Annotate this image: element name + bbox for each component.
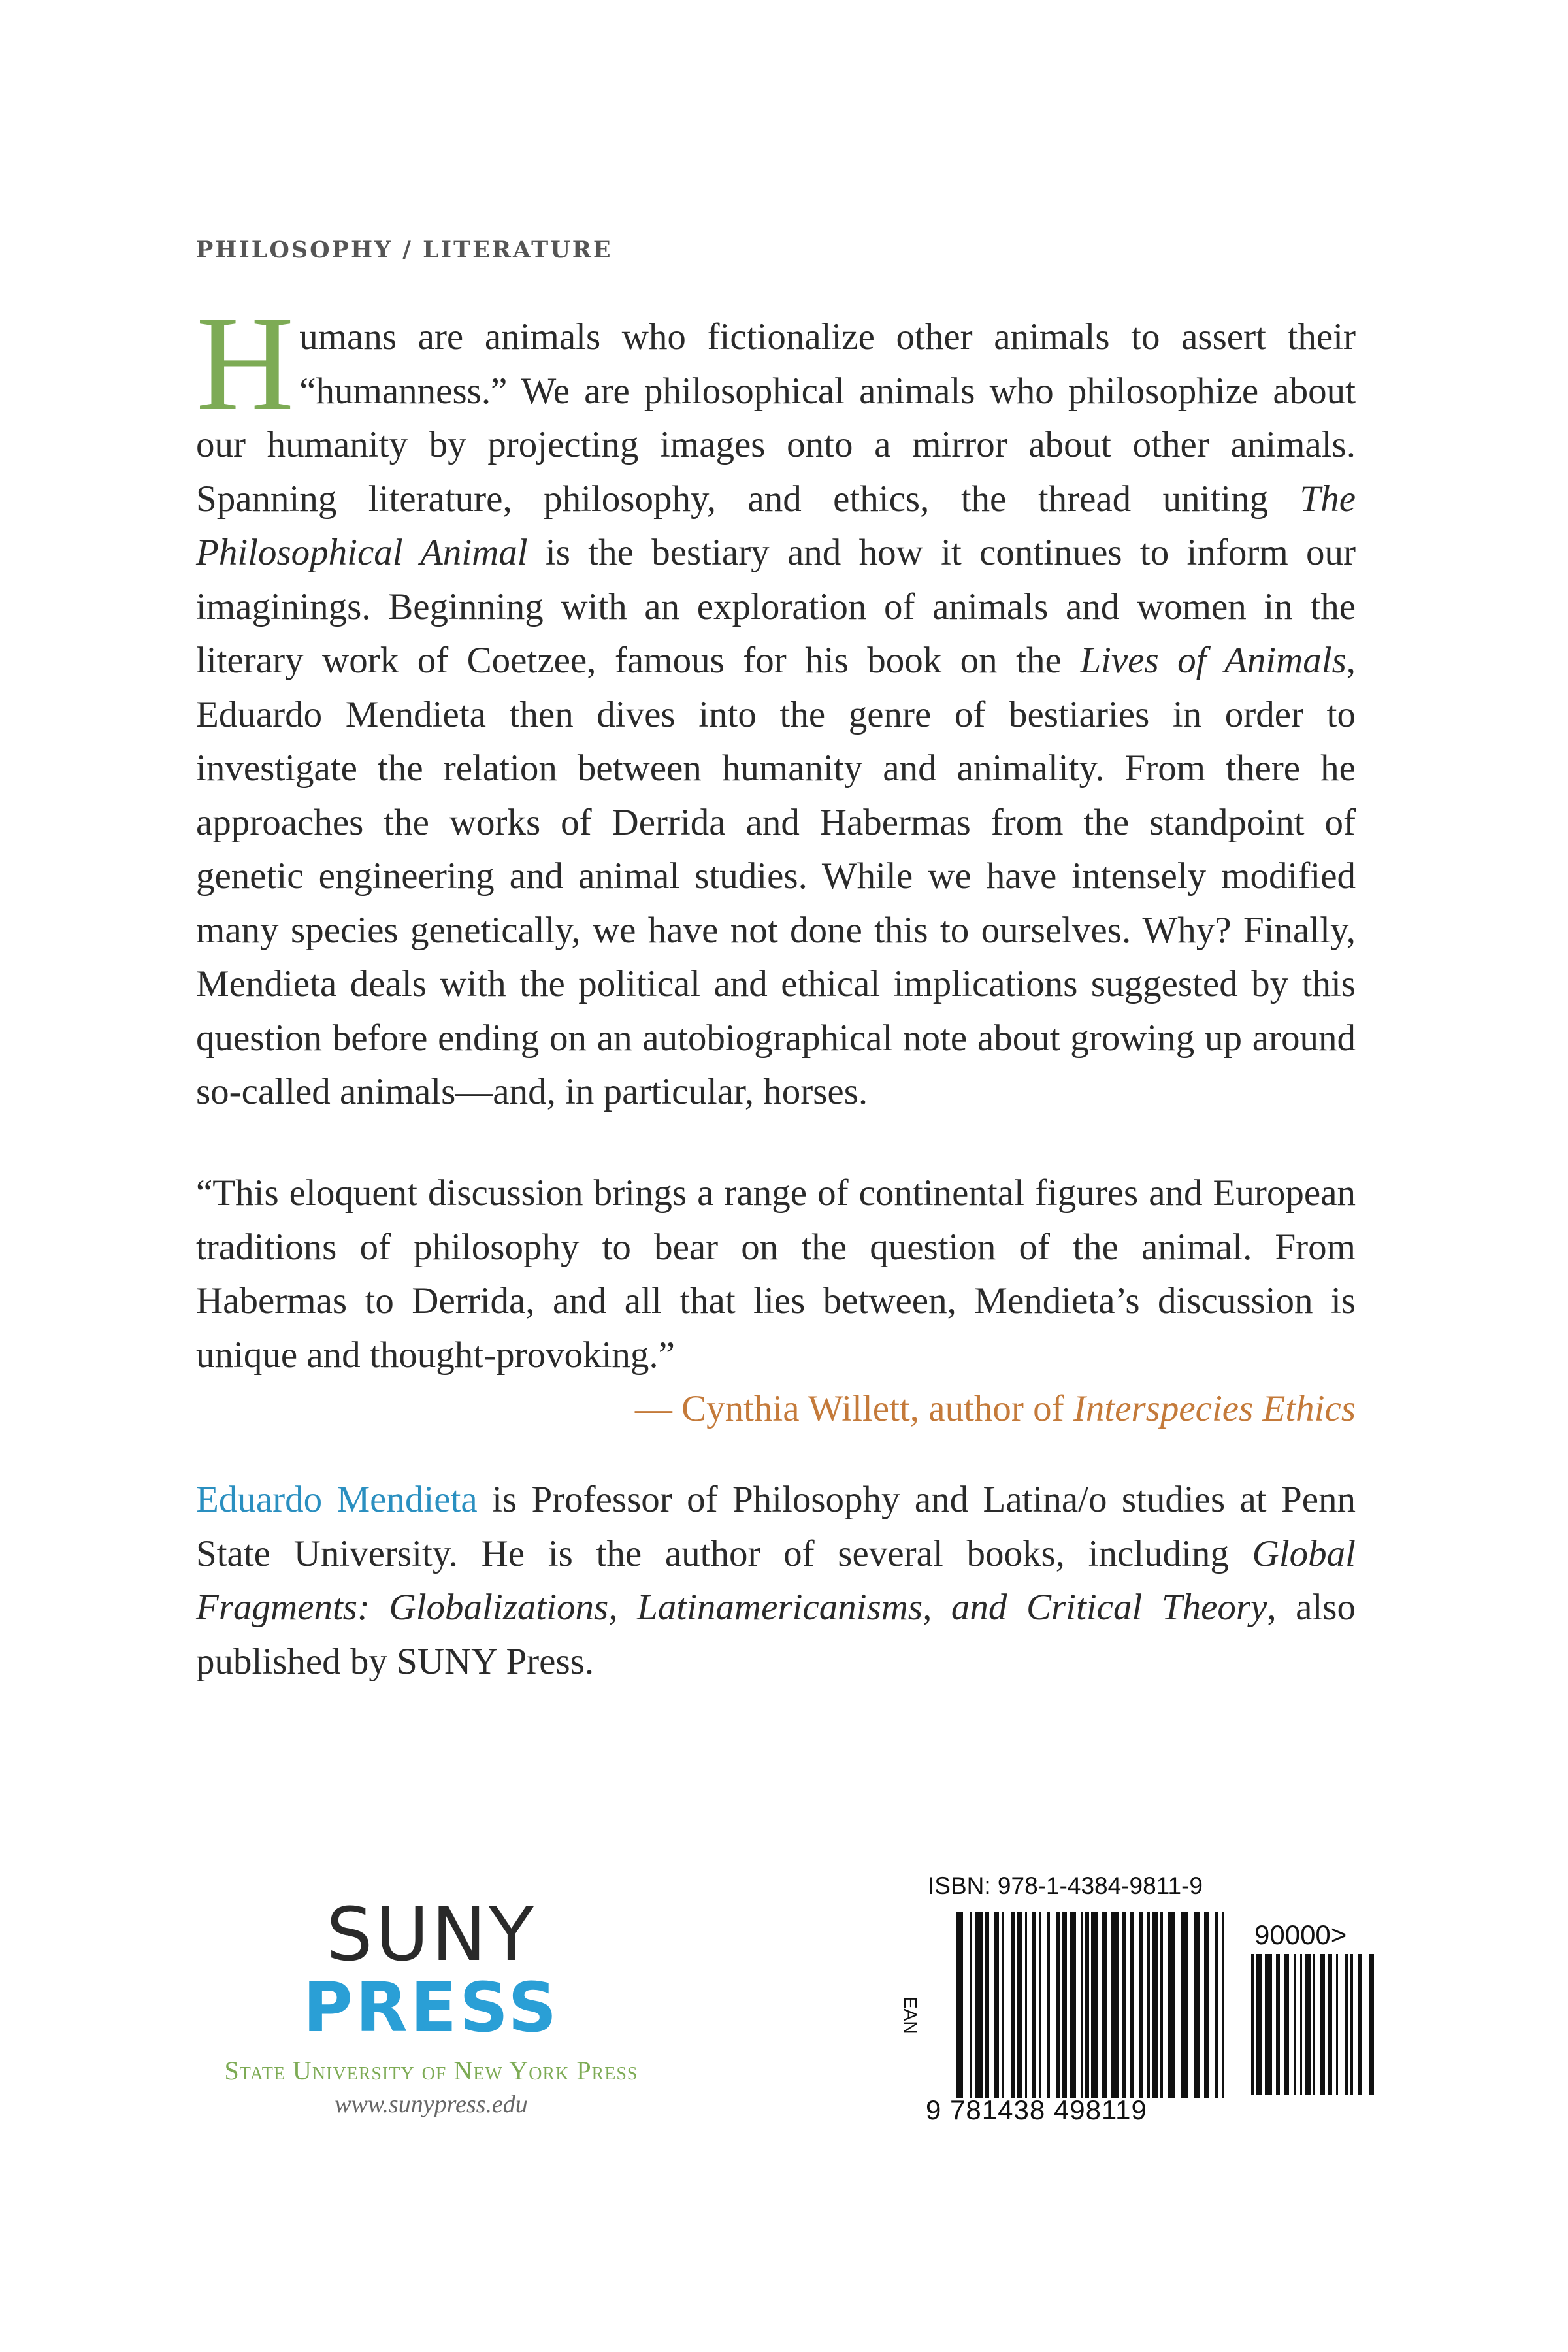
attribution-prefix: — Cynthia Willett, author of xyxy=(634,1388,1073,1429)
category-label: PHILOSOPHY / LITERATURE xyxy=(196,237,613,263)
barcode-bar xyxy=(1215,1912,1218,2098)
barcode-bar xyxy=(1358,1954,1362,2095)
barcode-bar xyxy=(1168,1912,1175,2098)
barcode-bar xyxy=(1085,1912,1089,2098)
barcode-bar xyxy=(1152,1912,1158,2098)
barcode-bar xyxy=(1284,1954,1289,2095)
blurb-quote xyxy=(178,1167,1356,1436)
price-code: 90000> xyxy=(1254,1919,1347,1950)
barcode-bar xyxy=(1025,1912,1027,2098)
barcode-bar xyxy=(1300,1954,1302,2095)
barcode-bar xyxy=(1139,1912,1143,2098)
ean-label: EAN xyxy=(900,1996,921,2034)
book-title-italic: Lives of Animals xyxy=(1080,640,1347,681)
barcode-bar xyxy=(1032,1912,1036,2098)
barcode-bar xyxy=(970,1912,972,2098)
barcode-bar xyxy=(1081,1912,1083,2098)
publisher-logo xyxy=(196,1893,666,2119)
barcode xyxy=(900,1872,1382,2134)
barcode-bar xyxy=(1256,1954,1262,2095)
barcode-bar xyxy=(1102,1912,1107,2098)
barcode-bar xyxy=(975,1912,983,2098)
barcode-bar xyxy=(1002,1912,1004,2098)
barcode-bar xyxy=(1039,1912,1041,2098)
barcode-bar xyxy=(1251,1954,1254,2095)
publisher-url: www.sunypress.edu xyxy=(335,2091,528,2118)
barcode-bar xyxy=(1091,1912,1098,2098)
ean-bars xyxy=(956,1912,1224,2098)
barcode-bar xyxy=(1147,1912,1150,2098)
barcode-bar xyxy=(1181,1912,1188,2098)
author-bio xyxy=(196,1473,1356,1689)
barcode-bar xyxy=(1305,1954,1311,2095)
book-title-italic: The Philosophical Animal xyxy=(196,478,1356,573)
barcode-bar xyxy=(1350,1954,1353,2095)
publisher-line2: PRESS xyxy=(302,1968,560,2047)
quote-text: “This eloquent discussion brings a range of continental figures and European traditions of philosophy to bear on the question of the animal. From Habermas to Derrida, and all that lies between, Mendieta’s discussion is unique and thought-provoking.” xyxy=(196,1172,1356,1376)
barcode-bar xyxy=(1313,1954,1315,2095)
barcode-bar xyxy=(1369,1954,1374,2095)
desc-part: umans are animals who fictionalize other animals to assert their “humanness.” We are philosophical animals who philosophize about our humanity by projecting images onto a mirror about other animals. Spanning literature, philosophy, and ethics, the thread uniting xyxy=(196,316,1356,520)
barcode-bar xyxy=(1070,1912,1076,2098)
barcode-bar xyxy=(1265,1954,1272,2095)
barcode-bar xyxy=(1345,1954,1348,2095)
desc-part: , Eduardo Mendieta then dives into the genre of bestiaries in order to investigate the relation between humanity and animality. From there he approaches the works of Derrida and Habermas from the standpoint of genetic engineering and animal studies. While we have intensely modified many species genetically, we have not done this to ourselves. Why? Finally, Mendieta deals with the political and ethical implications suggested by this question before ending on an autobiographical note about growing up around so-called animals—and, in particular, horses. xyxy=(196,640,1356,1112)
quote-attribution xyxy=(178,1382,1356,1436)
barcode-bar xyxy=(994,1912,999,2098)
barcode-bar xyxy=(1011,1912,1015,2098)
barcode-bar xyxy=(1062,1912,1067,2098)
barcode-bar xyxy=(1130,1912,1134,2098)
barcode-bar xyxy=(1017,1912,1022,2098)
desc-part: is the bestiary and how it continues to inform our imaginings. Beginning with an exploration of animals and women in the literary work of Coetzee, famous for his book on the xyxy=(196,532,1356,681)
description-paragraph xyxy=(196,288,1356,1119)
barcode-bar xyxy=(1122,1912,1126,2098)
publisher-full-name: State University of New York Press xyxy=(224,2056,638,2085)
barcode-bar xyxy=(1056,1912,1060,2098)
barcode-bar xyxy=(1320,1954,1325,2095)
bio-book-title: Global Fragments: Globalizations, Latinamericanisms, and Critical Theory xyxy=(196,1532,1356,1628)
bio-text: , also published by SUNY Press. xyxy=(196,1587,1356,1682)
barcode-bar xyxy=(1047,1912,1050,2098)
barcode-digits: 9 781438 498119 xyxy=(926,2095,1147,2125)
barcode-bar xyxy=(1328,1954,1332,2095)
barcode-bar xyxy=(1336,1954,1338,2095)
author-name: Eduardo Mendieta xyxy=(196,1479,478,1520)
barcode-bar xyxy=(956,1912,963,2098)
drop-cap: H xyxy=(196,288,295,439)
barcode-bar xyxy=(1204,1912,1209,2098)
bio-text: is Professor of Philosophy and Latina/o studies at Penn State University. He is the author of several books, including xyxy=(196,1479,1356,1574)
barcode-bar xyxy=(1194,1912,1200,2098)
addon-bars xyxy=(1251,1954,1374,2095)
barcode-bar xyxy=(1294,1954,1296,2095)
barcode-bar xyxy=(1276,1954,1280,2095)
barcode-bar xyxy=(1111,1912,1119,2098)
publisher-line1: SUNY xyxy=(326,1893,536,1978)
isbn-label: ISBN: 978-1-4384-9811-9 xyxy=(928,1872,1203,1899)
attribution-work: Interspecies Ethics xyxy=(1073,1388,1356,1429)
barcode-bar xyxy=(1222,1912,1224,2098)
barcode-bar xyxy=(985,1912,989,2098)
barcode-bar xyxy=(1160,1912,1163,2098)
